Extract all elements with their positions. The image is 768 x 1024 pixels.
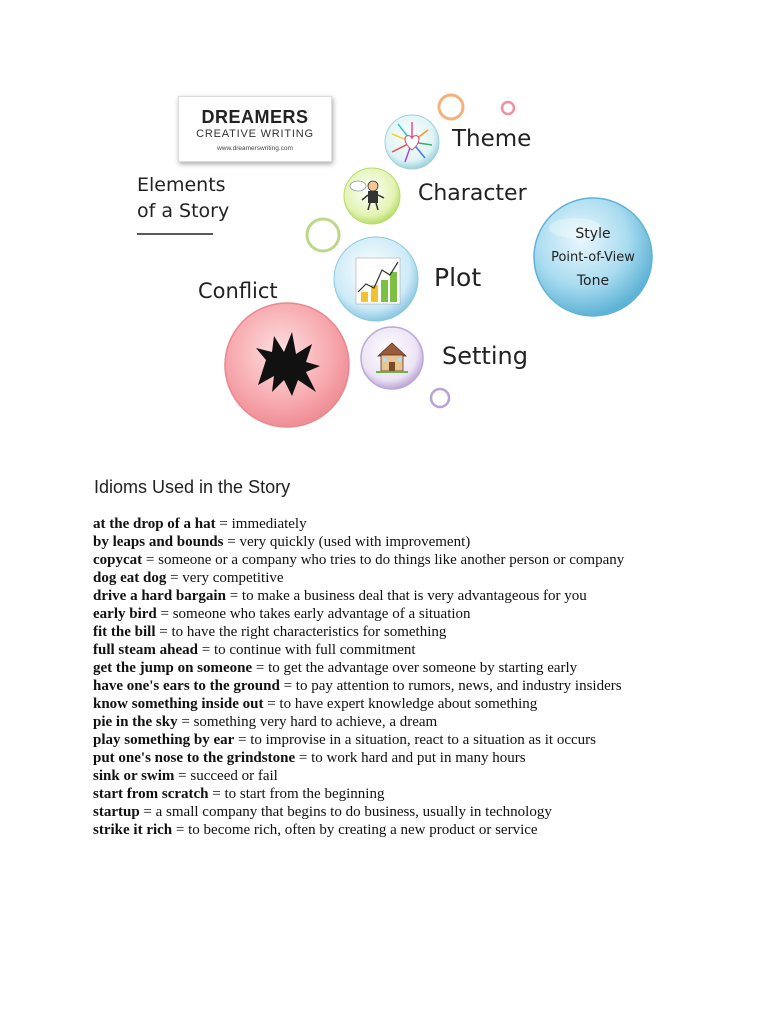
label-point-of-view: Point-of-View bbox=[551, 250, 635, 265]
idiom-term: drive a hard bargain bbox=[93, 588, 226, 604]
deco-ring bbox=[307, 219, 339, 251]
idiom-term: by leaps and bounds bbox=[93, 534, 224, 550]
idiom-term: full steam ahead bbox=[93, 642, 198, 658]
idiom-term: at the drop of a hat bbox=[93, 516, 216, 532]
idiom-entry bbox=[93, 587, 673, 605]
logo-title: DREAMERS bbox=[201, 107, 309, 127]
idiom-definition: = a small company that begins to do business, usually in technology bbox=[139, 804, 552, 820]
idiom-entry bbox=[93, 605, 673, 623]
idiom-definition: = succeed or fail bbox=[174, 768, 278, 784]
idiom-definition: = to have expert knowledge about something bbox=[263, 696, 538, 712]
idiom-entry bbox=[93, 659, 673, 677]
idiom-entry bbox=[93, 569, 673, 587]
label-setting: Setting bbox=[442, 342, 528, 370]
logo-subtitle: CREATIVE WRITING bbox=[196, 128, 314, 140]
chart-bar-icon bbox=[381, 280, 388, 302]
label-style: Style bbox=[575, 226, 611, 242]
idiom-entry bbox=[93, 677, 673, 695]
idiom-term: startup bbox=[93, 804, 140, 820]
idiom-definition: = someone or a company who tries to do things like another person or company bbox=[142, 552, 625, 568]
chart-bar-icon bbox=[390, 272, 397, 302]
idiom-definition: = something very hard to achieve, a dream bbox=[177, 714, 438, 730]
idiom-entry bbox=[93, 767, 673, 785]
diagram-title-line2: of a Story bbox=[137, 200, 230, 222]
idiom-term: have one's ears to the ground bbox=[93, 678, 280, 694]
idiom-definition: = to start from the beginning bbox=[208, 786, 385, 802]
idiom-entry bbox=[93, 641, 673, 659]
label-plot: Plot bbox=[434, 263, 482, 292]
label-conflict: Conflict bbox=[198, 279, 278, 303]
idiom-term: put one's nose to the grindstone bbox=[93, 750, 296, 766]
idiom-term: fit the bill bbox=[93, 624, 156, 640]
diagram-title-line1: Elements bbox=[137, 174, 226, 196]
idiom-definition: = to work hard and put in many hours bbox=[295, 750, 526, 766]
idiom-term: sink or swim bbox=[93, 768, 175, 784]
idiom-term: get the jump on someone bbox=[93, 660, 253, 676]
deco-ring bbox=[439, 95, 463, 119]
idiom-definition: = to improvise in a situation, react to a situation as it occurs bbox=[234, 732, 596, 748]
idiom-term: early bird bbox=[93, 606, 157, 622]
idiom-term: dog eat dog bbox=[93, 570, 167, 586]
idiom-entry bbox=[93, 713, 673, 731]
idiom-definition: = someone who takes early advantage of a situation bbox=[156, 606, 471, 622]
label-theme: Theme bbox=[452, 126, 532, 152]
idiom-term: strike it rich bbox=[93, 822, 173, 838]
deco-ring bbox=[502, 102, 514, 114]
idiom-definition: = to continue with full commitment bbox=[198, 642, 416, 658]
label-character: Character bbox=[418, 181, 527, 206]
idiom-entry bbox=[93, 623, 673, 641]
idiom-entry bbox=[93, 749, 673, 767]
idiom-entry bbox=[93, 821, 673, 839]
section-heading: Idioms Used in the Story bbox=[94, 477, 291, 497]
idiom-definition: = very competitive bbox=[166, 570, 284, 586]
label-tone: Tone bbox=[576, 273, 610, 289]
idiom-entry bbox=[93, 731, 673, 749]
idiom-entry bbox=[93, 533, 673, 551]
elements-of-story-diagram bbox=[0, 0, 768, 460]
idiom-entry bbox=[93, 785, 673, 803]
idiom-entry bbox=[93, 695, 673, 713]
character-bubble bbox=[344, 168, 400, 224]
idiom-term: start from scratch bbox=[93, 786, 209, 802]
idiom-term: know something inside out bbox=[93, 696, 264, 712]
deco-ring bbox=[431, 389, 449, 407]
idiom-definition: = to make a business deal that is very advantageous for you bbox=[225, 588, 587, 604]
idiom-entry bbox=[93, 515, 673, 533]
conflict-bubble bbox=[225, 303, 349, 427]
idiom-term: pie in the sky bbox=[93, 714, 178, 730]
chart-bar-icon bbox=[361, 292, 368, 302]
cloud-icon bbox=[350, 181, 366, 191]
idiom-definition: = immediately bbox=[215, 516, 307, 532]
idiom-entry bbox=[93, 551, 673, 569]
idioms-list bbox=[93, 515, 673, 839]
logo-url: www.dreamerswriting.com bbox=[217, 145, 293, 152]
idiom-term: play something by ear bbox=[93, 732, 235, 748]
theme-bubble bbox=[385, 115, 439, 169]
plot-bubble bbox=[334, 237, 418, 321]
person-icon bbox=[368, 181, 378, 191]
setting-bubble bbox=[361, 327, 423, 389]
idiom-entry bbox=[93, 803, 673, 821]
idiom-definition: = to pay attention to rumors, news, and industry insiders bbox=[279, 678, 622, 694]
idiom-definition: = to have the right characteristics for something bbox=[155, 624, 447, 640]
idiom-definition: = to become rich, often by creating a new product or service bbox=[172, 822, 538, 838]
idiom-term: copycat bbox=[93, 552, 143, 568]
idiom-definition: = very quickly (used with improvement) bbox=[223, 534, 471, 550]
idiom-definition: = to get the advantage over someone by starting early bbox=[252, 660, 578, 676]
